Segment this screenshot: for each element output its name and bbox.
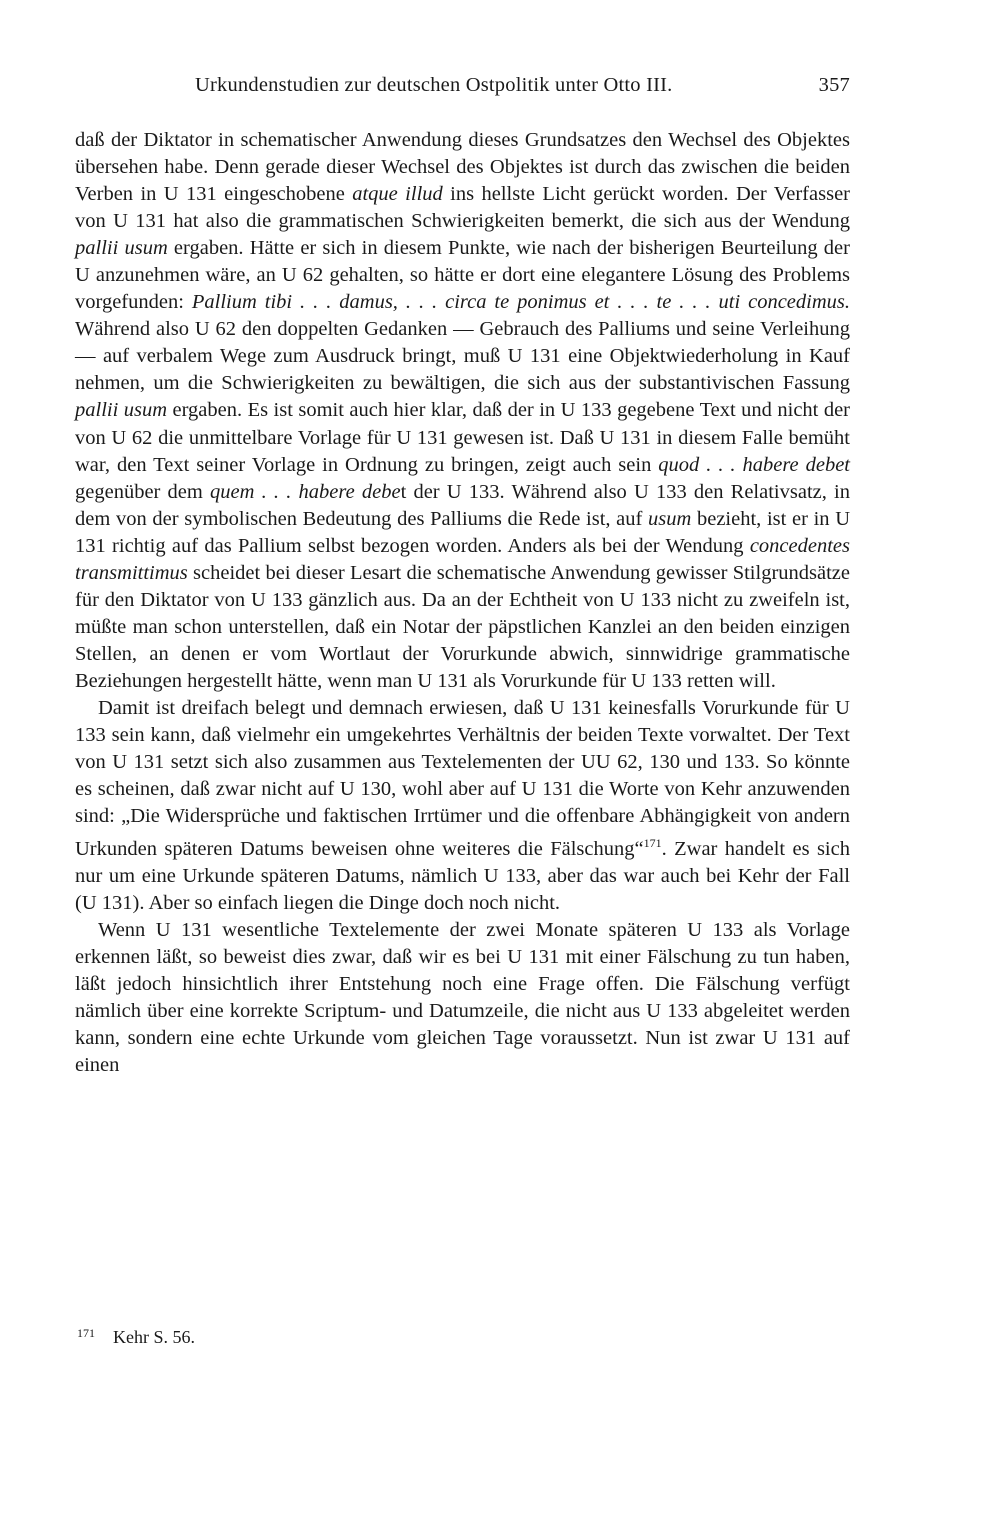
text-run: daß der Diktator in schematischer Anwendung dieses Grundsatzes den Wechsel des Objektes übersehen habe. Denn gerade dieser Wechsel des Objektes ist durch das zwischen die beiden Verben in U 131 eingeschobene <box>75 129 850 206</box>
italic-latin-quote: quod . . . habere debet <box>658 453 851 476</box>
italic-latin-quote: atque illud <box>352 183 443 206</box>
running-title: Urkundenstudien zur deutschen Ostpolitik unter Otto III. <box>195 74 673 96</box>
italic-latin-quote: pallii usum <box>75 399 168 422</box>
italic-latin-quote: Pallium tibi . . . damus, . . . circa te ponimus et . . . te . . . uti concedimus. <box>191 291 851 314</box>
running-header <box>195 74 850 97</box>
text-run: Damit ist dreifach belegt und demnach erwiesen, daß U 131 keinesfalls Vorurkunde für U 133 sein kann, daß vielmehr ein umgekehrtes Verhältnis der beiden Texte vorwaltet. Der Text von U 131 setzt sich also zusammen aus Textelementen der UU 62, 130 und 133. So könnte es scheinen, daß zwar nicht auf U 130, wohl aber auf U 131 die Worte von Kehr anzuwenden sind: „Die Widersprüche und faktischen Irrtümer und die offenbare Abhängigkeit von andern Urkunden späteren Datums beweisen ohne weiteres die Fälschung“ <box>75 696 850 861</box>
footnote-text: Kehr S. 56. <box>113 1327 195 1347</box>
italic-latin-quote: quem . . . habere debe <box>210 480 401 503</box>
text-run: Während also U 62 den doppelten Gedanken — Gebrauch des Palliums und seine Verleihung — auf verbalem Wege zum Ausdruck bringt, muß U 131 eine Objektwiederholung in Kauf nehmen, um die Schwierigkeiten zu bewältigen, die sich aus der substantivischen Fassung <box>75 318 850 395</box>
italic-latin-quote: usum <box>648 507 692 530</box>
body-text <box>75 127 850 1079</box>
text-run: ergaben. Hätte er sich in diesem Punkte, wie nach der bisherigen Beurteilung der U anzunehmen wäre, an U 62 gehalten, so hätte er dort eine elegantere Lösung des Problems vorgefunden: <box>75 237 850 314</box>
footnote-ref: 171 <box>643 836 662 851</box>
italic-latin-quote: concedentes transmittimus <box>75 534 850 584</box>
text-run: ins hellste Licht gerückt worden. Der Verfasser von U 131 hat also die grammatischen Schwierigkeiten bemerkt, die sich aus der Wendung <box>75 183 850 233</box>
footnote-number: 171 <box>77 1326 95 1340</box>
text-run: . Zwar handelt es sich nur um eine Urkunde späteren Datums, nämlich U 133, aber das war auch bei Kehr der Fall (U 131). Aber so einfach liegen die Dinge doch noch nicht. <box>75 838 850 915</box>
text-run: Wenn U 131 wesentliche Textelemente der zwei Monate späteren U 133 als Vorlage erkennen läßt, so beweist dies zwar, daß wir es bei U 131 mit einer Fälschung zu tun haben, läßt jedoch hinsichtlich ihrer Entstehung noch eine Frage offen. Die Fälschung verfügt nämlich über eine korrekte Scriptum- und Datumzeile, die nicht aus U 133 abgeleitet werden kann, sondern eine echte Urkunde vom gleichen Tage voraussetzt. Nun ist zwar U 131 auf einen <box>75 919 850 1077</box>
page-number: 357 <box>818 74 850 96</box>
text-run: t der U 133. Während also U 133 den Relativsatz, in dem von der symbolischen Bedeutung des Palliums die Rede ist, auf <box>75 480 850 530</box>
text-run: gegenüber dem <box>75 480 211 503</box>
footnote <box>77 1326 777 1348</box>
paragraph <box>75 127 850 695</box>
text-run: ergaben. Es ist somit auch hier klar, daß der in U 133 gegebene Text und nicht der von U 62 die unmittelbare Vorlage für U 131 gewesen ist. Daß U 131 in diesem Falle bemüht war, den Text seiner Vorlage in Ordnung zu bringen, zeigt auch sein <box>75 399 850 476</box>
paragraph <box>75 917 850 1079</box>
text-run: bezieht, ist er in U 131 richtig auf das Pallium selbst bezogen worden. Anders als bei der Wendung <box>75 507 850 557</box>
text-run: scheidet bei dieser Lesart die schematische Anwendung gewisser Stilgrundsätze für den Diktator von U 133 gänzlich aus. Da an der Echtheit von U 133 nicht zu zweifeln ist, müßte man schon unterstellen, daß ein Notar der päpstlichen Kanzlei an den beiden einzigen Stellen, an denen er vom Wortlaut der Vorurkunde abwich, sinnwidrige grammatische Beziehungen hergestellt hätte, wenn man U 131 als Vorurkunde für U 133 retten will. <box>75 561 850 692</box>
italic-latin-quote: pallii usum <box>75 237 168 260</box>
paragraph <box>75 695 850 917</box>
